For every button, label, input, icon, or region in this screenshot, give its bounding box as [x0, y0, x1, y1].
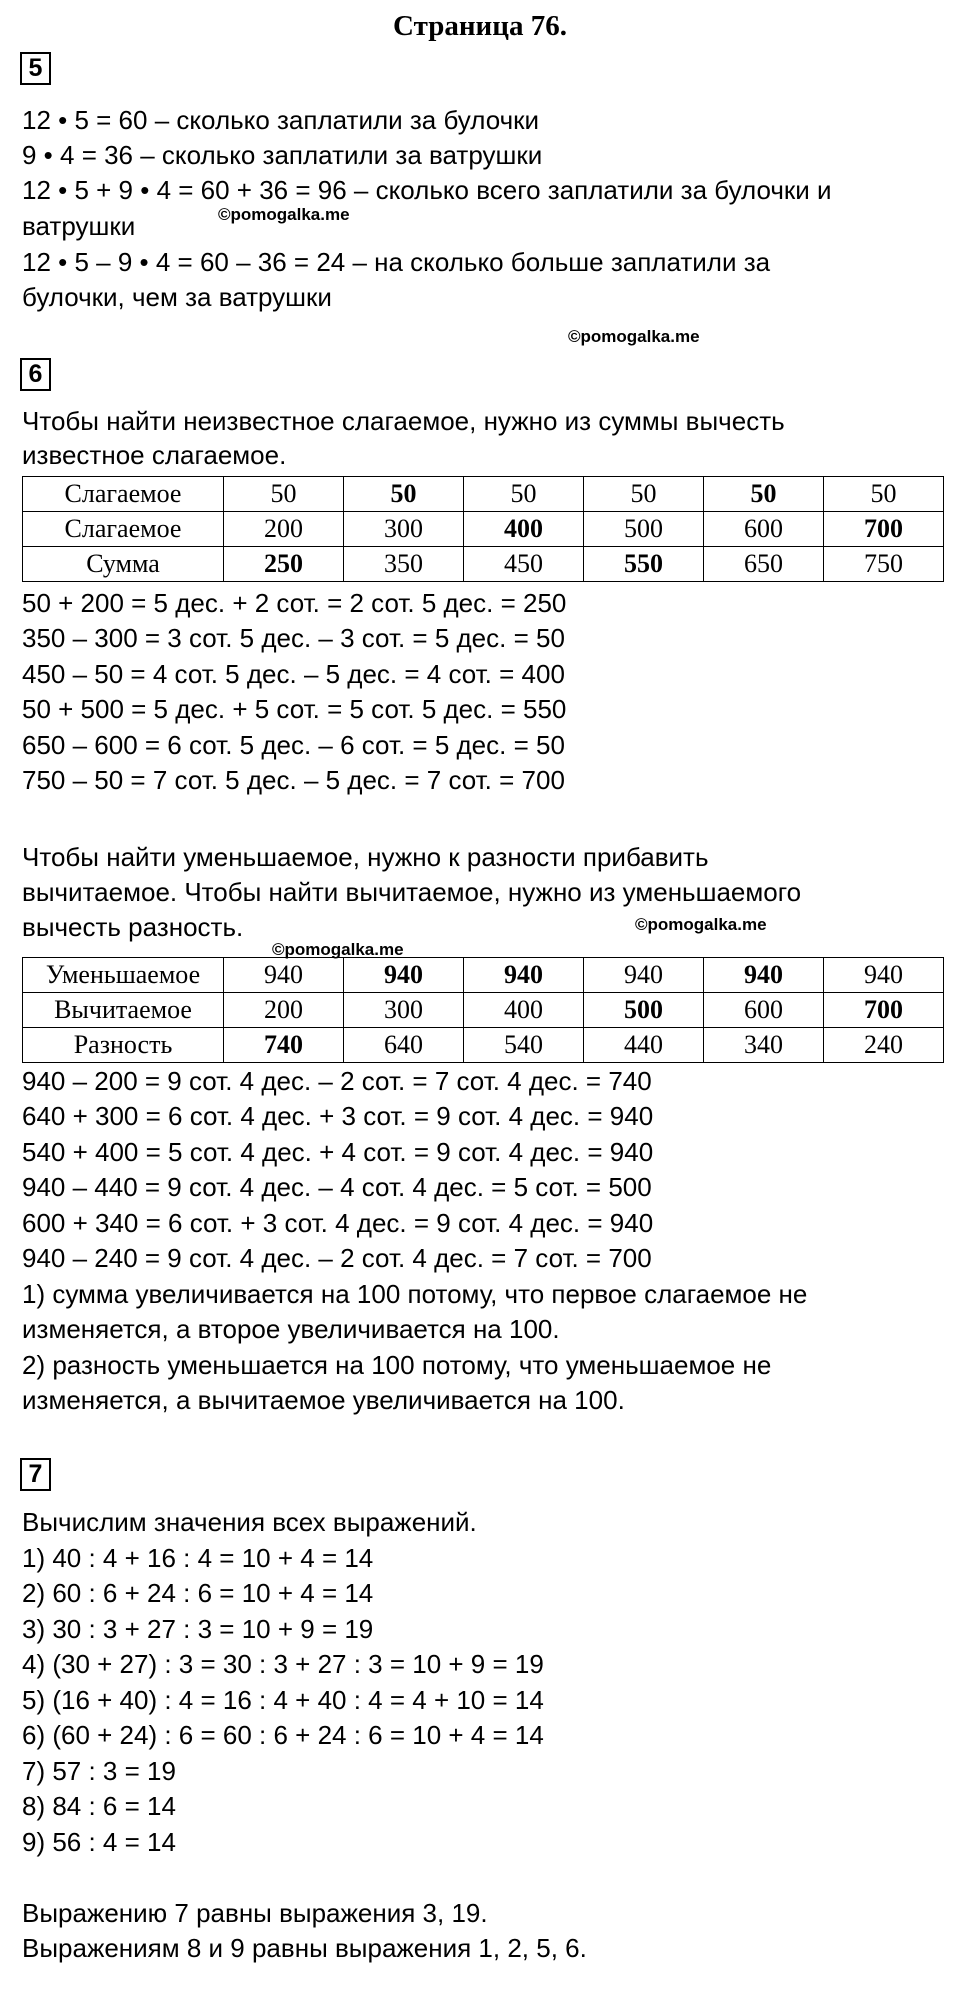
- s6-rule-line: известное слагаемое.: [22, 440, 287, 470]
- row-label: Вычитаемое: [23, 993, 224, 1028]
- table-cell: 50: [224, 477, 344, 512]
- table-cell: 50: [704, 477, 824, 512]
- table-cell: 940: [704, 958, 824, 993]
- table-cell: 750: [824, 547, 944, 582]
- s7-line: 4) (30 + 27) : 3 = 30 : 3 + 27 : 3 = 10 + 9 = 19: [22, 1649, 544, 1679]
- exercise-number-7: 7: [20, 1458, 51, 1491]
- table-cell: 50: [584, 477, 704, 512]
- table-cell: 350: [344, 547, 464, 582]
- table-row: [23, 512, 944, 547]
- s6-calc-line: 50 + 500 = 5 дес. + 5 сот. = 5 сот. 5 дес. = 550: [22, 694, 567, 724]
- s6-explanation-line: 1) сумма увеличивается на 100 потому, что первое слагаемое не: [22, 1279, 808, 1309]
- exercise-number-5: 5: [20, 52, 51, 85]
- table-cell: 940: [344, 958, 464, 993]
- table-cell: 550: [584, 547, 704, 582]
- table-cell: 940: [824, 958, 944, 993]
- s6-explanation-line: изменяется, а второе увеличивается на 100.: [22, 1314, 560, 1344]
- s5-line: 9 • 4 = 36 – сколько заплатили за ватрушки: [22, 140, 543, 170]
- watermark: ©pomogalka.me: [272, 940, 404, 959]
- exercise-number-6: 6: [20, 358, 51, 391]
- table-row: [23, 958, 944, 993]
- s5-line: 12 • 5 = 60 – сколько заплатили за булочки: [22, 105, 540, 135]
- s6-calc-line: 650 – 600 = 6 сот. 5 дес. – 6 сот. = 5 дес. = 50: [22, 730, 565, 760]
- s6-rule-line: Чтобы найти уменьшаемое, нужно к разности прибавить: [22, 842, 709, 872]
- subtraction-table: [22, 957, 944, 1063]
- s7-line: 5) (16 + 40) : 4 = 16 : 4 + 40 : 4 = 4 + 10 = 14: [22, 1685, 544, 1715]
- table-cell: 200: [224, 512, 344, 547]
- table-cell: 500: [584, 993, 704, 1028]
- table-row: [23, 1028, 944, 1063]
- s6-calc-line: 940 – 200 = 9 сот. 4 дес. – 2 сот. = 7 сот. 4 дес. = 740: [22, 1066, 652, 1096]
- table-cell: 50: [464, 477, 584, 512]
- s6-calc-line: 600 + 340 = 6 сот. + 3 сот. 4 дес. = 9 сот. 4 дес. = 940: [22, 1208, 654, 1238]
- watermark: ©pomogalka.me: [218, 205, 350, 224]
- s6-rule-line: Чтобы найти неизвестное слагаемое, нужно из суммы вычесть: [22, 406, 785, 436]
- row-label: Сумма: [23, 547, 224, 582]
- watermark: ©pomogalka.me: [568, 327, 700, 346]
- table-cell: 600: [704, 993, 824, 1028]
- s6-explanation-line: 2) разность уменьшается на 100 потому, что уменьшаемое не: [22, 1350, 772, 1380]
- row-label: Слагаемое: [23, 477, 224, 512]
- table-cell: 300: [344, 993, 464, 1028]
- table-cell: 740: [224, 1028, 344, 1063]
- table-cell: 700: [824, 993, 944, 1028]
- table-cell: 400: [464, 993, 584, 1028]
- s6-explanation-line: изменяется, а вычитаемое увеличивается на 100.: [22, 1385, 625, 1415]
- table-cell: 940: [224, 958, 344, 993]
- row-label: Уменьшаемое: [23, 958, 224, 993]
- s5-line: ватрушки: [22, 211, 136, 241]
- table-cell: 400: [464, 512, 584, 547]
- s5-line: булочки, чем за ватрушки: [22, 282, 332, 312]
- table-cell: 440: [584, 1028, 704, 1063]
- table-row: [23, 993, 944, 1028]
- table-cell: 250: [224, 547, 344, 582]
- table-cell: 650: [704, 547, 824, 582]
- table-row: [23, 477, 944, 512]
- table-cell: 600: [704, 512, 824, 547]
- row-label: Слагаемое: [23, 512, 224, 547]
- s5-line: 12 • 5 + 9 • 4 = 60 + 36 = 96 – сколько всего заплатили за булочки и: [22, 175, 832, 205]
- table-cell: 700: [824, 512, 944, 547]
- s6-calc-line: 640 + 300 = 6 сот. 4 дес. + 3 сот. = 9 сот. 4 дес. = 940: [22, 1101, 654, 1131]
- table-cell: 50: [344, 477, 464, 512]
- table-cell: 940: [464, 958, 584, 993]
- s6-calc-line: 940 – 440 = 9 сот. 4 дес. – 4 сот. 4 дес. = 5 сот. = 500: [22, 1172, 652, 1202]
- s7-line: 3) 30 : 3 + 27 : 3 = 10 + 9 = 19: [22, 1614, 374, 1644]
- s7-line: Вычислим значения всех выражений.: [22, 1507, 477, 1537]
- s7-conclusion-line: Выражениям 8 и 9 равны выражения 1, 2, 5, 6.: [22, 1933, 587, 1963]
- s6-calc-line: 350 – 300 = 3 сот. 5 дес. – 3 сот. = 5 дес. = 50: [22, 623, 565, 653]
- s6-calc-line: 450 – 50 = 4 сот. 5 дес. – 5 дес. = 4 сот. = 400: [22, 659, 565, 689]
- table-row: [23, 547, 944, 582]
- s6-rule-line: вычитаемое. Чтобы найти вычитаемое, нужно из уменьшаемого: [22, 877, 802, 907]
- s7-line: 1) 40 : 4 + 16 : 4 = 10 + 4 = 14: [22, 1543, 374, 1573]
- s6-calc-line: 540 + 400 = 5 сот. 4 дес. + 4 сот. = 9 сот. 4 дес. = 940: [22, 1137, 654, 1167]
- s7-line: 6) (60 + 24) : 6 = 60 : 6 + 24 : 6 = 10 + 4 = 14: [22, 1720, 544, 1750]
- table-cell: 50: [824, 477, 944, 512]
- table-cell: 200: [224, 993, 344, 1028]
- table-cell: 240: [824, 1028, 944, 1063]
- s7-line: 8) 84 : 6 = 14: [22, 1791, 176, 1821]
- s6-calc-line: 50 + 200 = 5 дес. + 2 сот. = 2 сот. 5 дес. = 250: [22, 588, 567, 618]
- page-title: Страница 76.: [393, 10, 567, 42]
- watermark: ©pomogalka.me: [635, 915, 767, 934]
- table-cell: 450: [464, 547, 584, 582]
- table-cell: 300: [344, 512, 464, 547]
- table-cell: 940: [584, 958, 704, 993]
- s7-line: 9) 56 : 4 = 14: [22, 1827, 176, 1857]
- s6-rule-line: вычесть разность.: [22, 912, 244, 942]
- table-cell: 500: [584, 512, 704, 547]
- s7-line: 7) 57 : 3 = 19: [22, 1756, 176, 1786]
- table-cell: 340: [704, 1028, 824, 1063]
- table-cell: 540: [464, 1028, 584, 1063]
- table-cell: 640: [344, 1028, 464, 1063]
- s7-conclusion-line: Выражению 7 равны выражения 3, 19.: [22, 1898, 488, 1928]
- addition-table: [22, 476, 944, 582]
- s7-line: 2) 60 : 6 + 24 : 6 = 10 + 4 = 14: [22, 1578, 374, 1608]
- s6-calc-line: 750 – 50 = 7 сот. 5 дес. – 5 дес. = 7 сот. = 700: [22, 765, 565, 795]
- s6-calc-line: 940 – 240 = 9 сот. 4 дес. – 2 сот. 4 дес. = 7 сот. = 700: [22, 1243, 652, 1273]
- s5-line: 12 • 5 – 9 • 4 = 60 – 36 = 24 – на сколько больше заплатили за: [22, 247, 771, 277]
- row-label: Разность: [23, 1028, 224, 1063]
